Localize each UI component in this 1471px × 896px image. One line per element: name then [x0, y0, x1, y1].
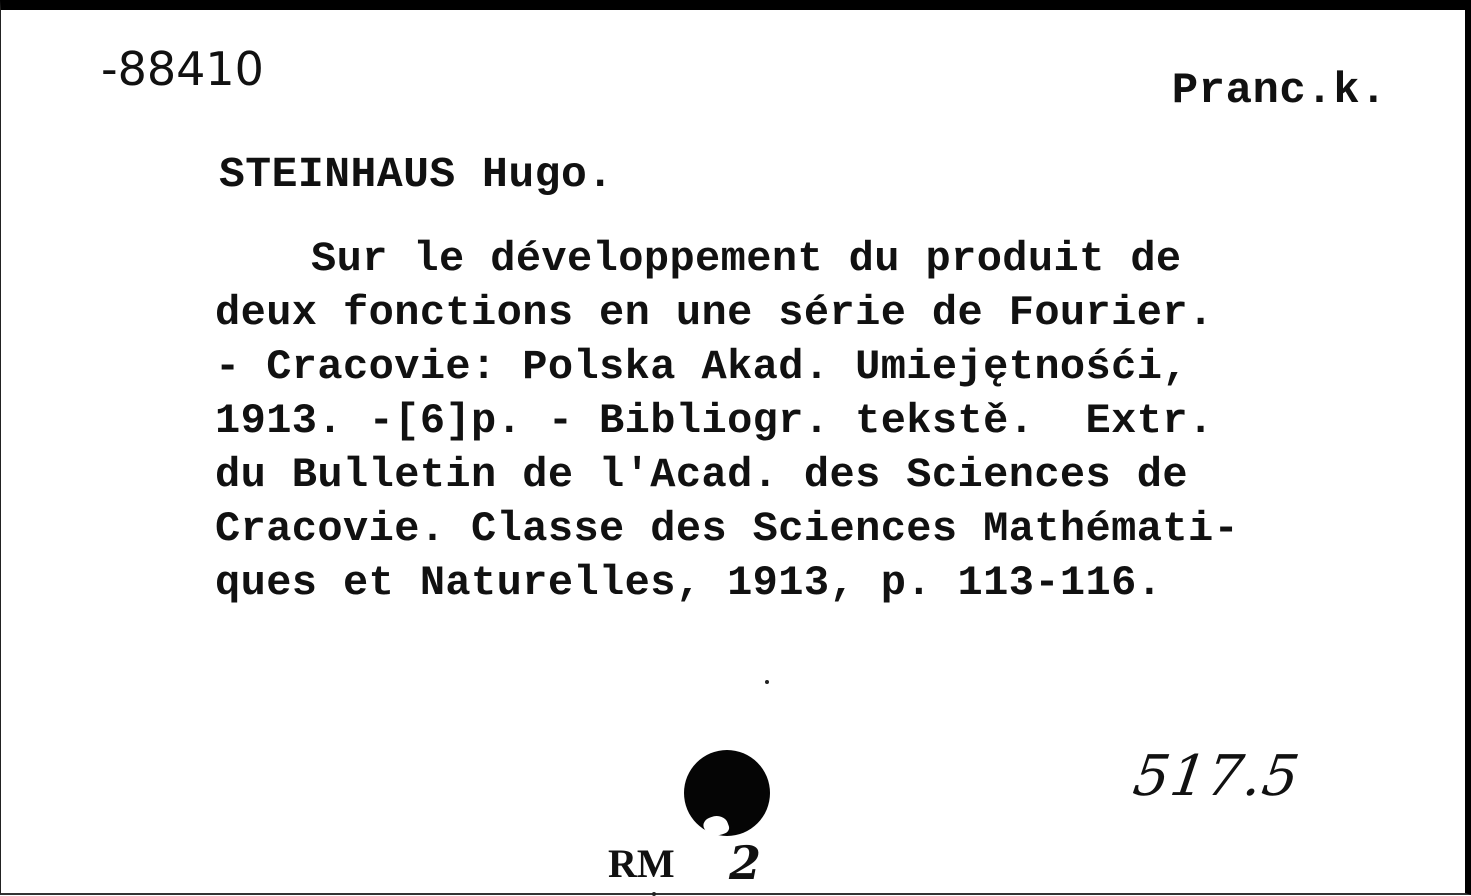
description-line: Sur le développement du produit de: [311, 235, 1182, 283]
description-line: 1913. -[6]p. - Bibliogr. tekstě. Extr.: [215, 397, 1214, 445]
description-line: ques et Naturelles, 1913, p. 113-116.: [215, 559, 1163, 607]
rm-handwritten-number: 2: [729, 836, 762, 890]
description-line: du Bulletin de l'Acad. des Sciences de: [215, 451, 1188, 499]
handwritten-shelf-mark: 517.5: [1129, 744, 1304, 809]
catalog-number: -88410: [101, 42, 264, 96]
author-heading: STEINHAUS Hugo.: [219, 150, 614, 199]
description-line: - Cracovie: Polska Akad. Umiejętnośći,: [215, 343, 1188, 391]
description-line: deux fonctions en une série de Fourier.: [215, 289, 1214, 337]
paper-speck: [652, 892, 656, 896]
collection-code: Pranc.k.: [1171, 66, 1387, 116]
bibliographic-description: [215, 232, 1445, 610]
description-line: Cracovie. Classe des Sciences Mathémati-: [215, 505, 1240, 553]
rm-label: RM: [608, 841, 675, 886]
paper-speck: [765, 680, 769, 684]
